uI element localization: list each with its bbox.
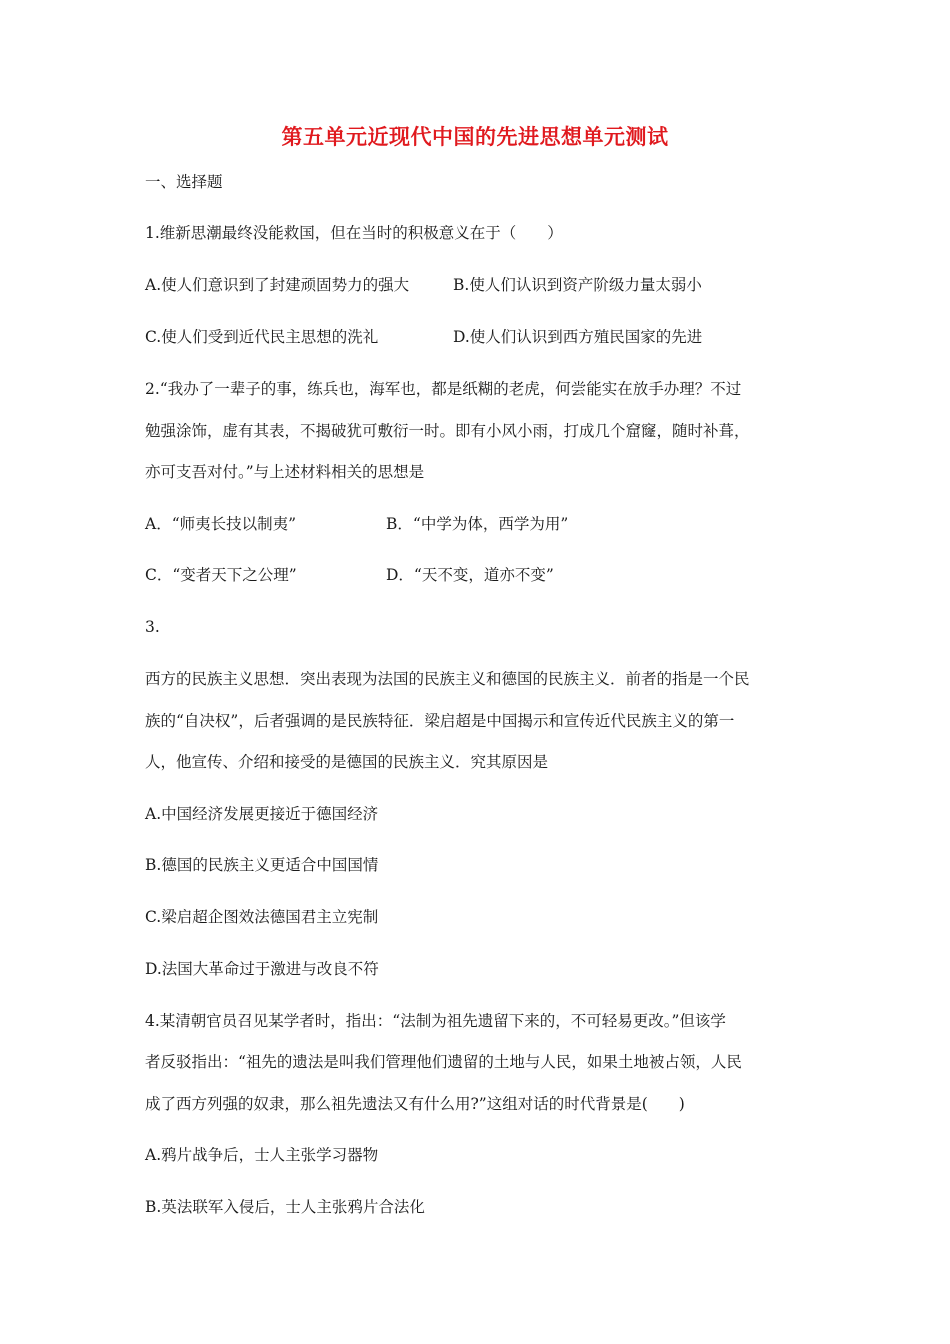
- question-1-option-a: A.使人们意识到了封建顽固势力的强大: [145, 276, 410, 294]
- question-4-option-a: A.鸦片战争后，士人主张学习器物: [145, 1146, 379, 1164]
- question-3-stem-line-1: 西方的民族主义思想．突出表现为法国的民族主义和德国的民族主义．前者的指是一个民: [145, 670, 750, 688]
- question-3-option-c: C.梁启超企图效法德国君主立宪制: [145, 908, 379, 926]
- question-2-option-a: A．“师夷长技以制夷”: [145, 515, 297, 533]
- question-2-option-d: D．“天不变，道亦不变”: [386, 566, 554, 584]
- question-2-option-b: B．“中学为体，西学为用”: [386, 515, 569, 533]
- question-3-option-d: D.法国大革命过于激进与改良不符: [145, 960, 379, 978]
- question-3-stem-line-3: 人，他宣传、介绍和接受的是德国的民族主义．究其原因是: [145, 753, 549, 771]
- question-2-stem-line-1: 2.“我办了一辈子的事，练兵也，海军也，都是纸糊的老虎，何尝能实在放手办理？不过: [145, 380, 742, 398]
- question-1-option-b: B.使人们认识到资产阶级力量太弱小: [453, 276, 702, 294]
- question-1-option-d: D.使人们认识到西方殖民国家的先进: [453, 328, 703, 346]
- question-4-stem-line-2: 者反驳指出：“祖先的遗法是叫我们管理他们遗留的土地与人民，如果土地被占领，人民: [145, 1053, 742, 1071]
- question-1-option-c: C.使人们受到近代民主思想的洗礼: [145, 328, 379, 346]
- question-2-option-c: C．“变者天下之公理”: [145, 566, 297, 584]
- question-3-number: 3.: [145, 618, 160, 636]
- question-3-stem-line-2: 族的“自决权”，后者强调的是民族特征．梁启超是中国揭示和宣传近代民族主义的第一: [145, 712, 735, 730]
- question-4-stem-line-3: 成了西方列强的奴隶，那么祖先遗法又有什么用?”这组对话的时代背景是( ): [145, 1095, 685, 1113]
- section-heading: 一、选择题: [145, 173, 223, 191]
- question-2-stem-line-2: 勉强涂饰，虚有其表，不揭破犹可敷衍一时。即有小风小雨，打成几个窟窿，随时补葺，: [145, 422, 750, 440]
- question-3-option-a: A.中国经济发展更接近于德国经济: [145, 805, 379, 823]
- question-4-stem-line-1: 4.某清朝官员召见某学者时，指出：“法制为祖先遗留下来的，不可轻易更改。”但该学: [145, 1012, 726, 1030]
- question-1-stem: 1.维新思潮最终没能救国，但在当时的积极意义在于（ ）: [145, 224, 563, 242]
- page-title: 第五单元近现代中国的先进思想单元测试: [281, 125, 669, 149]
- question-4-option-b: B.英法联军入侵后，士人主张鸦片合法化: [145, 1198, 425, 1216]
- question-2-stem-line-3: 亦可支吾对付。”与上述材料相关的思想是: [145, 463, 425, 481]
- question-3-option-b: B.德国的民族主义更适合中国国情: [145, 856, 379, 874]
